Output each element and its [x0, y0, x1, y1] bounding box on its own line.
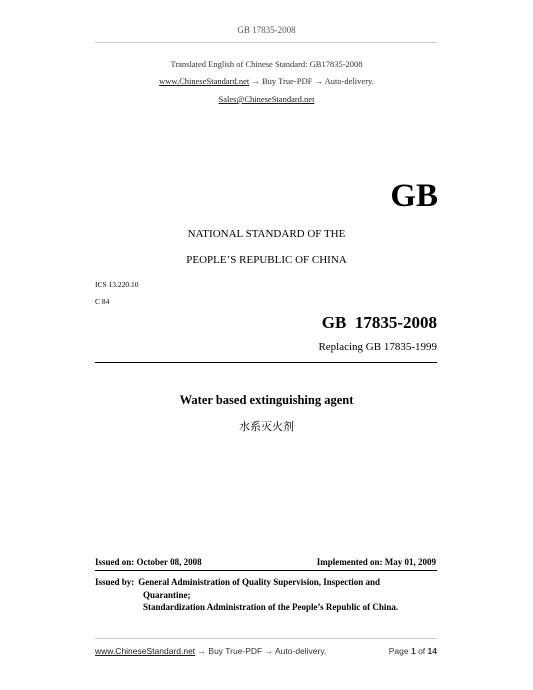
footer-chinesestandard-link[interactable]: www.ChineseStandard.net — [95, 646, 196, 656]
document-title-english: Water based extinguishing agent — [179, 393, 354, 407]
dates-divider — [95, 570, 437, 571]
document-title-chinese: 水系灭火剂 — [239, 421, 294, 433]
running-header: GB 17835-2008 — [237, 25, 296, 35]
national-title-line1: NATIONAL STANDARD OF THE — [187, 228, 346, 240]
chinesestandard-link[interactable]: www.ChineseStandard.net — [159, 76, 250, 86]
national-title-line2: PEOPLE’S REPUBLIC OF CHINA — [186, 254, 347, 266]
translation-note: Translated English of Chinese Standard: GB17835-2008 — [170, 59, 363, 69]
title-divider — [95, 362, 437, 363]
ccs-code: C 84 — [95, 297, 110, 306]
gb-logo: GB — [390, 178, 438, 214]
issuer-line1: General Administration of Quality Supervision, Inspection and — [138, 577, 381, 587]
sales-email-link[interactable]: Sales@ChineseStandard.net — [218, 94, 315, 104]
footer-purchase-line — [95, 646, 326, 656]
footer-divider — [95, 638, 437, 639]
issuer-block — [95, 576, 398, 614]
purchase-text: → Buy True-PDF → Auto-delivery. — [249, 76, 374, 86]
issued-date: Issued on: October 08, 2008 — [95, 557, 202, 567]
page-current: 1 — [410, 646, 416, 656]
issuer-line2: Quarantine; — [143, 589, 191, 600]
header-divider — [95, 42, 437, 43]
page-label: Page — [388, 646, 409, 656]
page-total: 14 — [427, 646, 437, 656]
issued-by-label: Issued by: — [95, 577, 135, 587]
page-of: of — [418, 646, 426, 656]
ics-code: ICS 13.220.10 — [95, 280, 139, 289]
email-line — [0, 94, 533, 104]
footer-purchase-text: → Buy True-PDF → Auto-delivery. — [195, 646, 327, 656]
translation-purchase-line — [0, 76, 533, 86]
standard-number: GB 17835-2008 — [321, 313, 437, 332]
replacing-note: Replacing GB 17835-1999 — [318, 341, 437, 353]
page-indicator — [389, 646, 437, 656]
implemented-date: Implemented on: May 01, 2009 — [316, 557, 436, 567]
issuer-line3: Standardization Administration of the People’s Republic of China. — [143, 602, 399, 612]
